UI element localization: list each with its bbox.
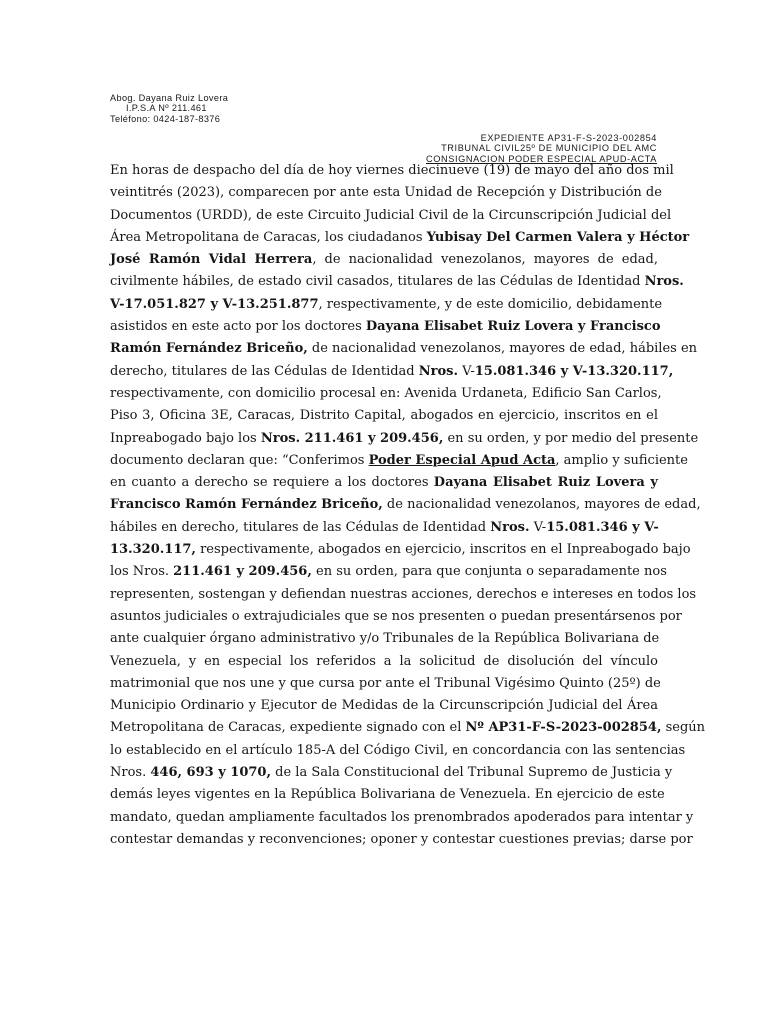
document-body — [110, 160, 706, 851]
emphasized-text: Francisco Ramón Fernández Briceño, — [110, 497, 383, 513]
emphasized-text: 211.461 y 209.456, — [173, 564, 312, 580]
body-text-run: Metropolitana de Caracas, expediente signado con el — [110, 720, 466, 736]
body-line — [110, 829, 693, 851]
body-text-run: Venezuela, y en especial los referidos a la solicitud de disolución del vínculo — [110, 653, 658, 669]
case-number: EXPEDIENTE AP31-F-S-2023-002854 — [480, 133, 657, 143]
emphasized-text: V-17.051.827 y V-13.251.877 — [110, 296, 319, 312]
body-text-run: ante cualquier órgano administrativo y/o Tribunales de la República Bolivariana de — [110, 631, 660, 647]
body-line — [110, 673, 661, 695]
body-line — [110, 472, 658, 494]
body-text-run: asuntos judiciales o extrajudiciales que se nos presenten o puedan presentársenos por — [110, 608, 682, 624]
body-text-run: de nacionalidad venezolanos, mayores de edad, hábiles en — [307, 341, 698, 357]
body-line — [110, 584, 697, 606]
body-line — [110, 450, 688, 472]
body-line — [110, 695, 658, 717]
body-line — [110, 717, 706, 739]
attorney-ipsa-number: I.P.S.A Nº 211.461 — [126, 103, 207, 114]
emphasized-text: Nros. 211.461 y 209.456, — [260, 430, 444, 446]
body-line — [110, 316, 661, 338]
body-text-run: , amplio y suficiente — [555, 452, 688, 468]
emphasized-text: Poder Especial Apud Acta — [368, 452, 556, 468]
body-text-run: Municipio Ordinario y Ejecutor de Medidas de la Circunscripción Judicial del Área — [110, 698, 658, 714]
body-line — [110, 784, 665, 806]
emphasized-text: Nros. — [490, 519, 530, 535]
body-text-run: en su orden, para que conjunta o separadamente nos — [311, 564, 667, 580]
body-text-run: veintitrés (2023), comparecen por ante esta Unidad de Recepción y Distribución de — [110, 185, 662, 201]
attorney-name: Abog. Dayana Ruiz Lovera — [110, 93, 229, 103]
body-text-run: Documentos (URDD), de este Circuito Judicial Civil de la Circunscripción Judicial del — [110, 207, 672, 223]
body-line — [110, 561, 667, 583]
body-line — [110, 428, 699, 450]
body-text-run: Inpreabogado bajo los — [110, 430, 261, 446]
body-line — [110, 205, 672, 227]
body-text-run: lo establecido en el artículo 185-A del Código Civil, en concordancia con las sentencias — [110, 742, 686, 758]
body-text-run: respectivamente, con domicilio procesal en: Avenida Urdaneta, Edificio San Carlos, — [110, 385, 662, 401]
emphasized-text: 15.081.346 y V-13.320.117, — [474, 363, 674, 379]
body-line — [110, 405, 658, 427]
body-line — [110, 361, 674, 383]
emphasized-text: 446, 693 y 1070, — [150, 765, 271, 781]
body-text-run: los Nros. — [110, 564, 174, 580]
body-text-run: V- — [529, 519, 547, 535]
attorney-phone: Teléfono: 0424-187-8376 — [110, 113, 221, 124]
body-line — [110, 338, 698, 360]
body-line — [110, 249, 658, 271]
body-text-run: en su orden, y por medio del presente — [443, 430, 699, 446]
body-line — [110, 494, 701, 516]
body-line — [110, 383, 662, 405]
body-line — [110, 227, 690, 249]
body-text-run: hábiles en derecho, titulares de las Cédulas de Identidad — [110, 519, 491, 535]
body-line — [110, 294, 663, 316]
body-line — [110, 539, 691, 561]
body-text-run: respectivamente, abogados en ejercicio, inscritos en el Inpreabogado bajo — [195, 542, 691, 558]
body-text-run: contestar demandas y reconvenciones; oponer y contestar cuestiones previas; darse por — [110, 831, 693, 847]
body-text-run: En horas de despacho del día de hoy viernes diecinueve (19) de mayo del año dos mil — [110, 163, 674, 178]
emphasized-text: Nros. — [644, 274, 684, 290]
emphasized-text: Dayana Elisabet Ruiz Lovera y — [433, 475, 658, 491]
body-line — [110, 628, 658, 650]
body-text-run: en cuanto a derecho se requiere a los doctores — [110, 475, 434, 491]
body-text-run: según — [661, 720, 706, 736]
emphasized-text: 13.320.117, — [110, 542, 196, 558]
body-line — [110, 271, 684, 293]
attorney-contact-block — [110, 93, 228, 124]
body-text-run: mandato, quedan ampliamente facultados los prenombrados apoderados para intentar y — [110, 809, 694, 825]
body-line — [110, 606, 682, 628]
body-line — [110, 762, 673, 784]
body-line — [110, 651, 658, 673]
body-text-run: documento declaran que: “Conferimos — [110, 452, 369, 468]
body-text-run: Piso 3, Oficina 3E, Caracas, Distrito Capital, abogados en ejercicio, inscritos en el — [110, 408, 658, 424]
body-line — [110, 160, 674, 182]
emphasized-text: Yubisay Del Carmen Valera y Héctor — [426, 229, 690, 245]
body-line — [110, 182, 662, 204]
body-line — [110, 740, 686, 762]
body-text-run: civilmente hábiles, de estado civil casados, titulares de las Cédulas de Identidad — [110, 274, 645, 290]
emphasized-text: Nº AP31-F-S-2023-002854, — [465, 720, 662, 736]
body-text-run: , respectivamente, y de este domicilio, debidamente — [318, 296, 663, 312]
body-text-run: de la Sala Constitucional del Tribunal Supremo de Justicia y — [271, 765, 673, 781]
body-text-run: de nacionalidad venezolanos, mayores de edad, — [382, 497, 701, 513]
body-text-run: Área Metropolitana de Caracas, los ciudadanos — [110, 229, 427, 245]
body-line — [110, 517, 658, 539]
body-text-run: derecho, titulares de las Cédulas de Identidad — [110, 363, 419, 379]
emphasized-text: Dayana Elisabet Ruiz Lovera y Francisco — [365, 319, 661, 335]
body-text-run: , de nacionalidad venezolanos, mayores de edad, — [312, 252, 659, 268]
emphasized-text: Nros. — [418, 363, 458, 379]
body-text-run: V- — [458, 363, 475, 379]
emphasized-text: Ramón Fernández Briceño, — [110, 341, 308, 357]
emphasized-text: José Ramón Vidal Herrera — [110, 252, 313, 268]
court-name: TRIBUNAL CIVIL25º DE MUNICIPIO DEL AMC — [441, 143, 657, 154]
document-subject: CONSIGNACION PODER ESPECIAL APUD-ACTA — [426, 153, 657, 164]
emphasized-text: 15.081.346 y V- — [546, 519, 659, 535]
body-text-run: Nros. — [110, 765, 151, 781]
body-text-run: demás leyes vigentes en la República Bolivariana de Venezuela. En ejercicio de este — [110, 787, 665, 803]
body-text-run: asistidos en este acto por los doctores — [110, 319, 366, 335]
body-line — [110, 807, 694, 829]
body-text-run: matrimonial que nos une y que cursa por ante el Tribunal Vigésimo Quinto (25º) de — [110, 675, 661, 691]
body-text-run: representen, sostengan y defiendan nuestras acciones, derechos e intereses en todos los — [110, 586, 697, 602]
